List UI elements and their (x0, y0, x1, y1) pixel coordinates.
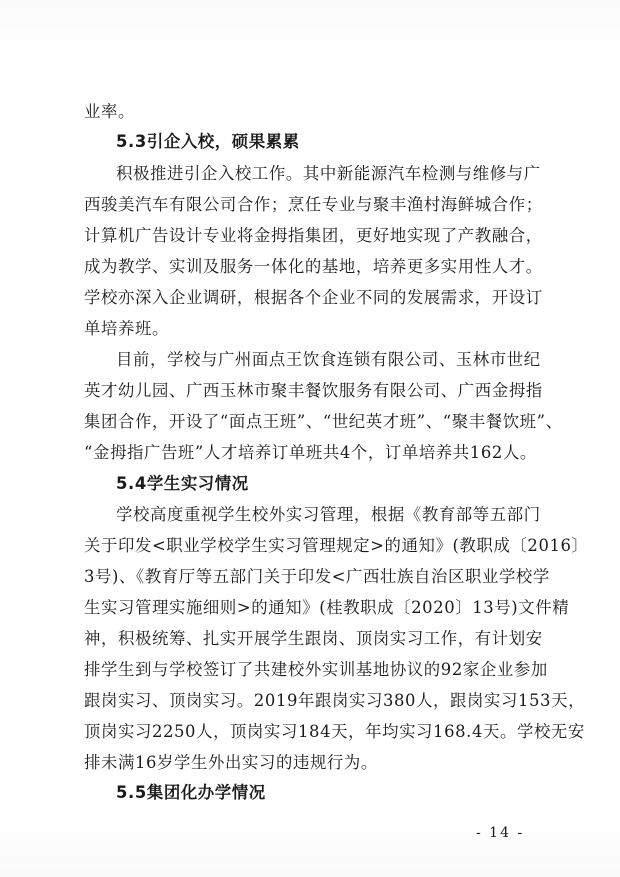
paragraph-line: 关于印发<职业学校学生实习管理规定>的通知》(教职成〔2016〕 (84, 536, 589, 555)
paragraph-line: 单培养班。 (84, 319, 169, 338)
paragraph-line: 学校亦深入企业调研，根据各个企业不同的发展需求，开设订 (84, 288, 543, 307)
section-heading-5-5: 5.5集团化办学情况 (116, 783, 266, 802)
paragraph-line: 计算机广告设计专业将金拇指集团，更好地实现了产教融合， (84, 226, 543, 245)
paragraph-line: “金拇指广告班”人才培养订单班共4个，订单培养共162人。 (84, 443, 537, 462)
paragraph-line: 成为教学、实训及服务一体化的基地，培养更多实用性人才。 (84, 257, 543, 276)
paragraph-line: 英才幼儿园、广西玉林市聚丰餐饮服务有限公司、广西金拇指 (84, 381, 543, 400)
paragraph-line: 神，积极统筹、扎实开展学生跟岗、顶岗实习工作，有计划安 (84, 629, 543, 648)
paragraph-line: 集团合作，开设了“面点王班”、“世纪英才班”、“聚丰餐饮班”、 (84, 412, 563, 431)
paragraph-line: 学校高度重视学生校外实习管理，根据《教育部等五部门 (116, 505, 541, 524)
section-heading-5-4: 5.4学生实习情况 (116, 474, 249, 493)
paragraph-line: 排学生到与学校签订了共建校外实训基地协议的92家企业参加 (84, 660, 548, 679)
paragraph-line: 排未满16岁学生外出实习的违规行为。 (84, 753, 378, 772)
paragraph-line: 跟岗实习、顶岗实习。2019年跟岗实习380人，跟岗实习153天， (84, 691, 586, 710)
page-number: - 14 - (476, 825, 525, 841)
paragraph-line: 西骏美汽车有限公司合作；烹任专业与聚丰渔村海鲜城合作； (84, 195, 543, 214)
section-heading-5-3: 5.3引企入校，硕果累累 (116, 132, 300, 151)
paragraph-line: 生实习管理实施细则>的通知》(桂教职成〔2020〕13号)文件精 (84, 598, 570, 617)
paragraph-line: 业率。 (84, 102, 135, 121)
paragraph-line: 3号)、《教育厅等五部门关于印发<广西壮族自治区职业学校学 (84, 567, 550, 586)
paragraph-line: 积极推进引企入校工作。其中新能源汽车检测与维修与广 (116, 164, 541, 183)
paragraph-line: 顶岗实习2250人，顶岗实习184天，年均实习168.4天。学校无安 (84, 722, 585, 741)
paragraph-line: 目前，学校与广州面点王饮食连锁有限公司、玉林市世纪 (116, 350, 541, 369)
